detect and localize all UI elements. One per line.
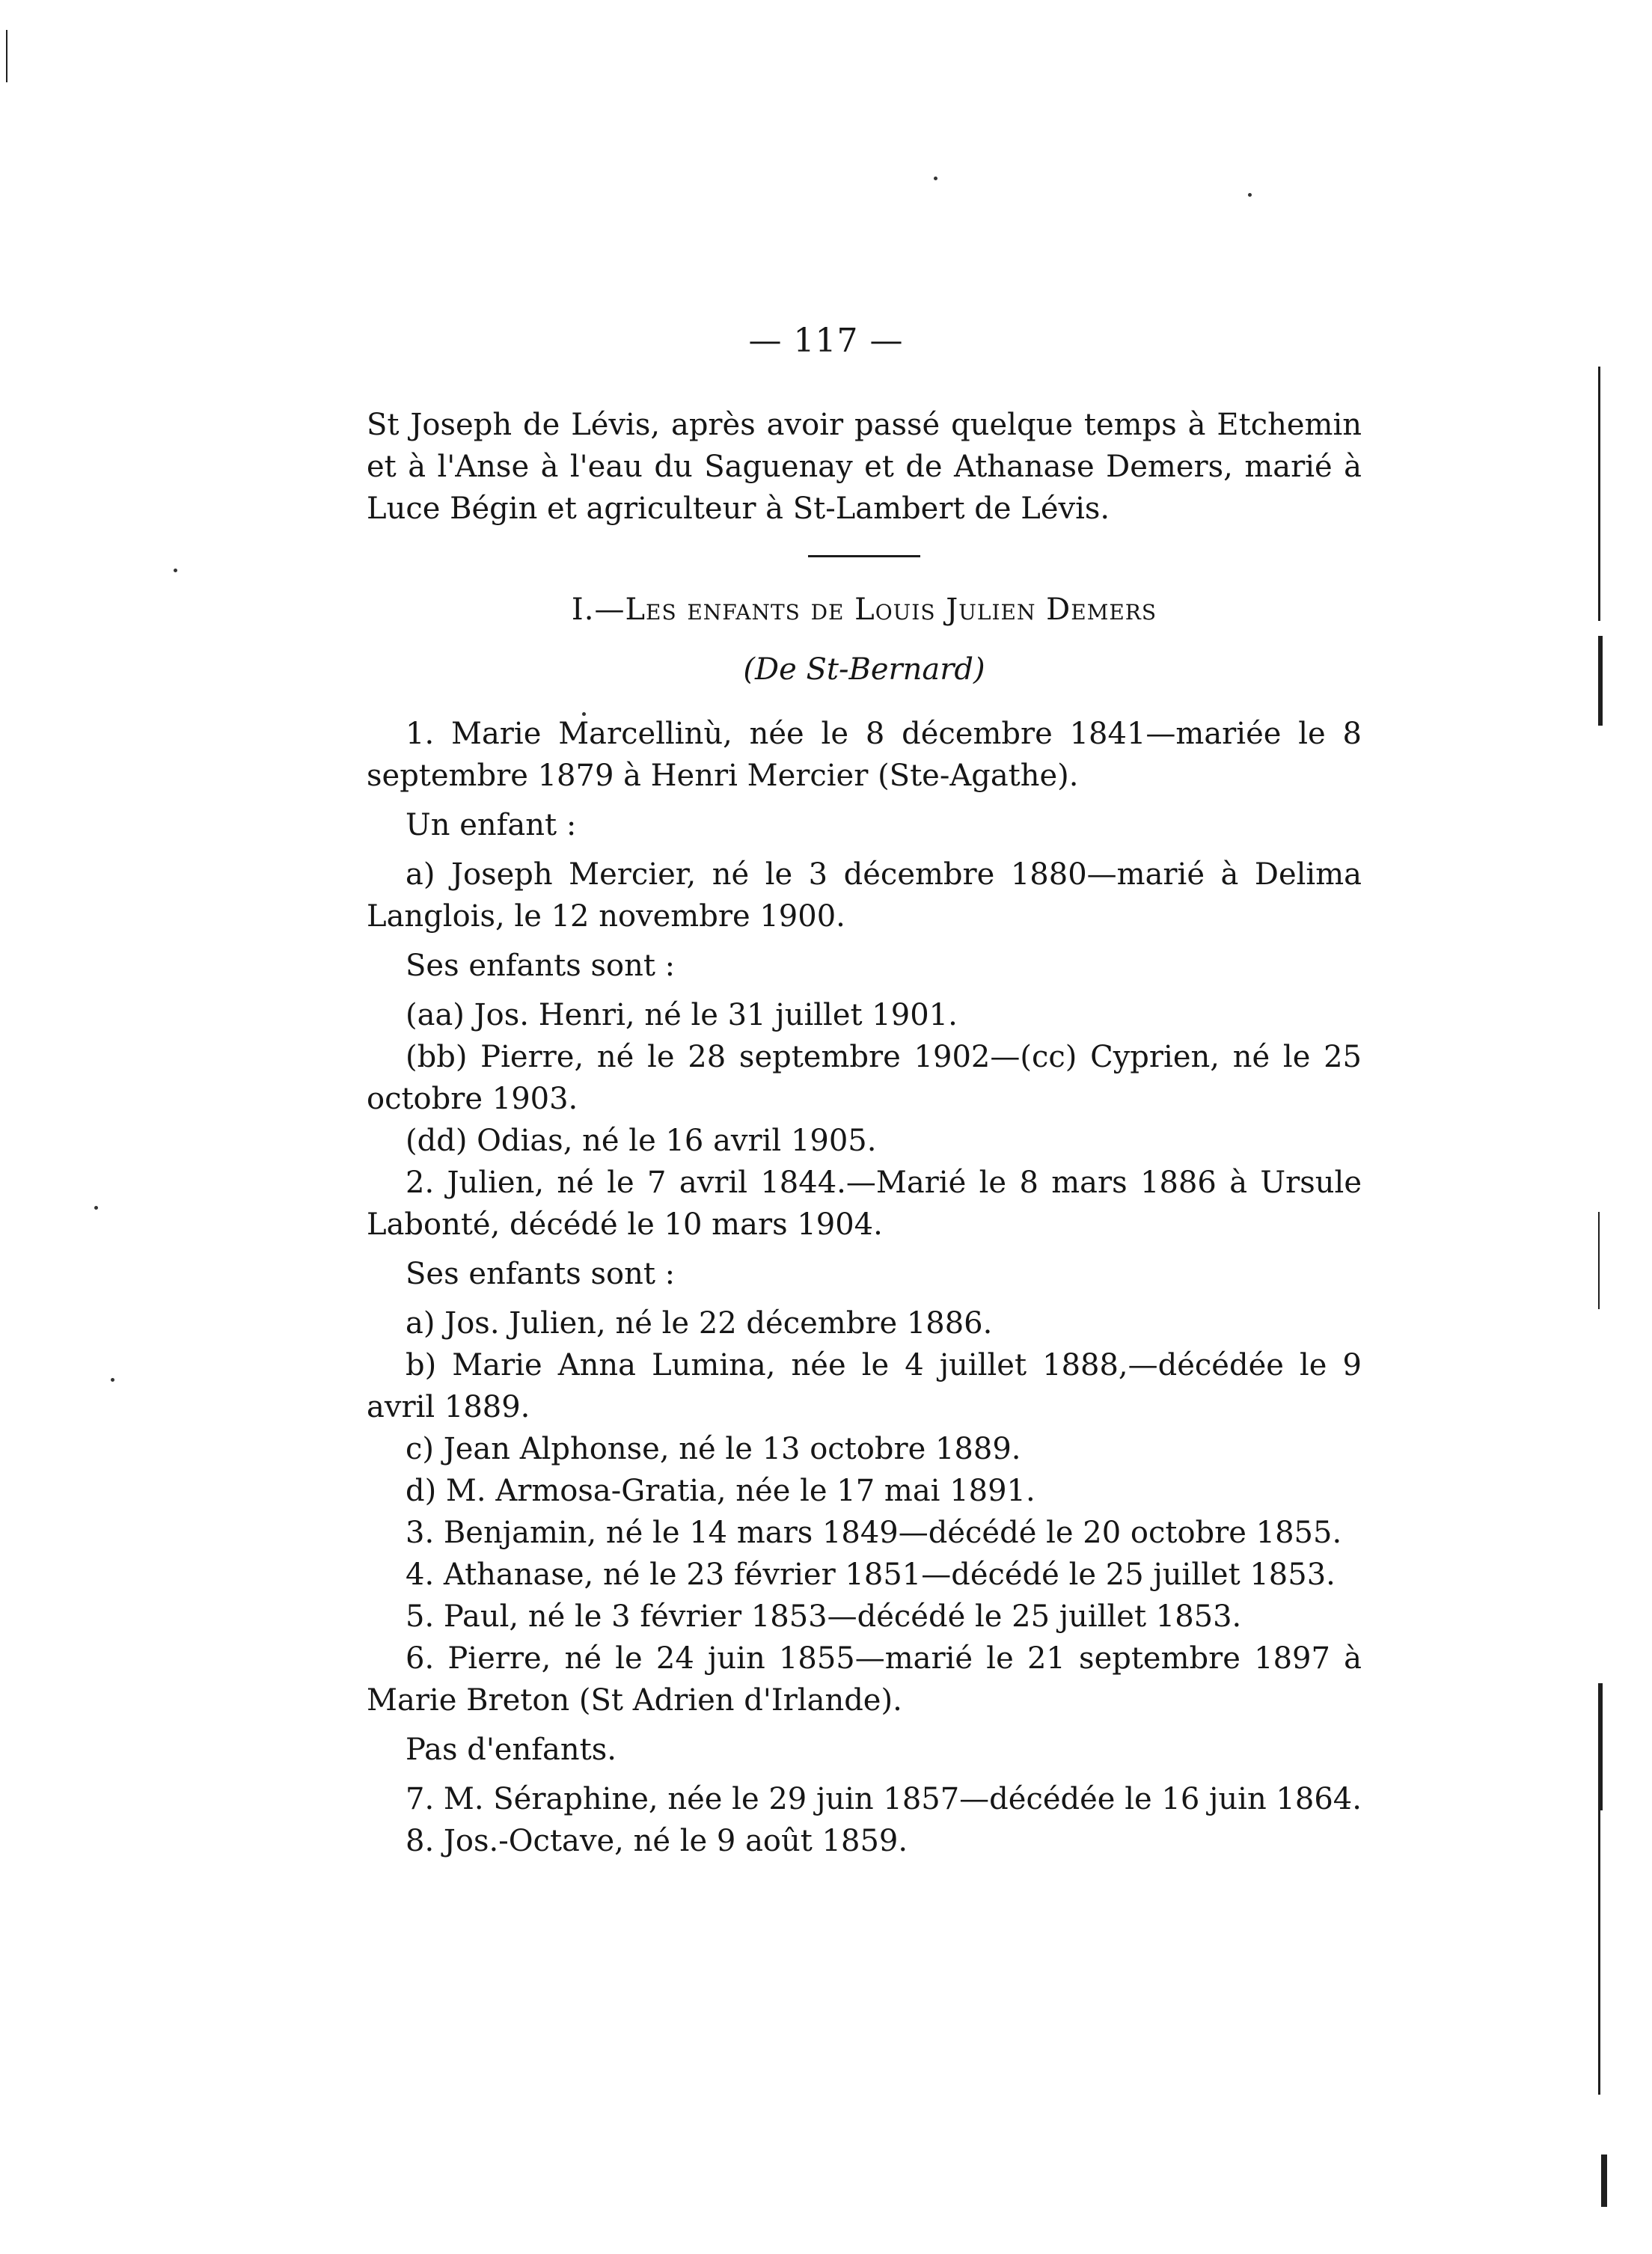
page-number: — 117 — — [748, 322, 904, 360]
entry-3: 3. Benjamin, né le 14 mars 1849—décédé le 20 octobre 1855. — [406, 1516, 1342, 1550]
entry-2a: a) Jos. Julien, né le 22 décembre 1886. — [406, 1306, 993, 1341]
entry-children-heading: Un enfant : — [406, 808, 577, 842]
entry-1aa: (aa) Jos. Henri, né le 31 juillet 1901. — [406, 998, 958, 1032]
scan-speck — [582, 712, 586, 716]
entry-children-heading: Ses enfants sont : — [406, 1257, 676, 1291]
entry-2b: b) Marie Anna Lumina, née le 4 juillet 1888,—décédée le 9 avril 1889. — [367, 1348, 1362, 1424]
scan-speck — [94, 1206, 98, 1210]
scan-speck — [934, 177, 937, 180]
entry-5: 5. Paul, né le 3 février 1853—décédé le 25 juillet 1853. — [406, 1599, 1242, 1634]
entry-8: 8. Jos.-Octave, né le 9 août 1859. — [406, 1824, 908, 1858]
entry-1a: a) Joseph Mercier, né le 3 décembre 1880—marié à Delima Langlois, le 12 novembre 1900. — [367, 857, 1362, 934]
entry-no-children: Pas d'enfants. — [406, 1733, 617, 1767]
scan-edge-line — [1601, 2155, 1607, 2207]
scan-edge-line — [1598, 1212, 1600, 1309]
scan-speck — [111, 1378, 114, 1382]
entry-2c: c) Jean Alphonse, né le 13 octobre 1889. — [406, 1432, 1021, 1466]
text-column — [367, 404, 1362, 1862]
entry-1bb-cc: (bb) Pierre, né le 28 septembre 1902—(cc) Cyprien, né le 25 octobre 1903. — [367, 1040, 1362, 1116]
scan-edge-line — [1598, 1683, 1603, 1810]
entry-4: 4. Athanase, né le 23 février 1851—décédé le 25 juillet 1853. — [406, 1558, 1336, 1592]
entry-1: 1. Marie Marcellinù, née le 8 décembre 1841—mariée le 8 septembre 1879 à Henri Mercier (Ste-Agathe). — [367, 717, 1362, 793]
intro-paragraph: St Joseph de Lévis, après avoir passé quelque temps à Etchemin et à l'Anse à l'eau du Saguenay et de Athanase Demers, marié à Luce Bégin et agriculteur à St-Lambert de Lévis. — [367, 408, 1362, 526]
scan-edge-line — [6, 30, 7, 82]
entry-2d: d) M. Armosa-Gratia, née le 17 mai 1891. — [406, 1474, 1035, 1508]
scan-edge-line — [1598, 636, 1603, 726]
entry-1dd: (dd) Odias, né le 16 avril 1905. — [406, 1124, 877, 1158]
entry-2: 2. Julien, né le 7 avril 1844.—Marié le 8 mars 1886 à Ursule Labonté, décédé le 10 mars 1904. — [367, 1166, 1362, 1242]
scan-edge-line — [1598, 1810, 1600, 2095]
section-divider — [808, 555, 920, 557]
section-title: I.—Les enfants de Louis Julien Demers — [571, 592, 1157, 627]
scan-edge-line — [1598, 367, 1600, 621]
entry-7: 7. M. Séraphine, née le 29 juin 1857—décédée le 16 juin 1864. — [406, 1782, 1362, 1816]
entry-6: 6. Pierre, né le 24 juin 1855—marié le 21 septembre 1897 à Marie Breton (St Adrien d'Irlande). — [367, 1641, 1362, 1718]
scan-speck — [1248, 193, 1252, 197]
scan-speck — [174, 569, 177, 572]
entry-children-heading: Ses enfants sont : — [406, 949, 676, 983]
section-subtitle: (De St-Bernard) — [743, 652, 985, 687]
